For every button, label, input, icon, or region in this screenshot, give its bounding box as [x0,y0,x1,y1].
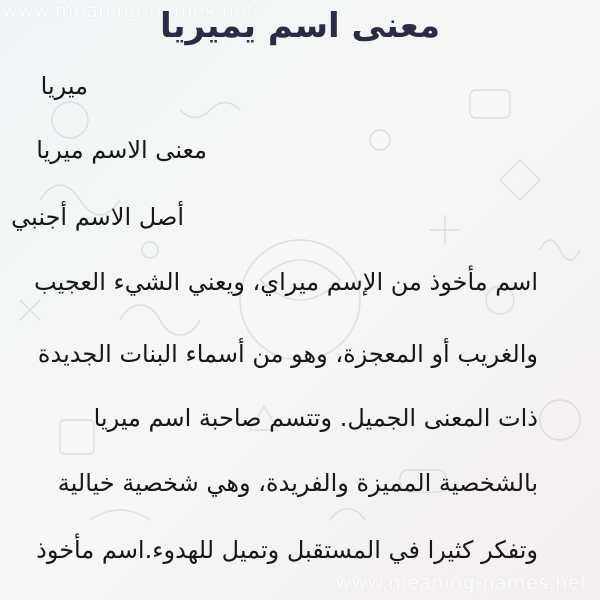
page-title: معنى اسم يميريا [159,6,441,46]
body-line: اسم مأخوذ من الإسم ميراي، ويعني الشيء العجيب [34,268,538,296]
meaning-label: معنى الاسم ميريا [36,136,207,164]
body-line: بالشخصية المميزة والفريدة، وهي شخصية خيالية [57,469,538,497]
name-text: ميريا [40,72,88,100]
origin-label: أصل الاسم أجنبي [11,203,184,231]
body-line: ذات المعنى الجميل. وتتسم صاحبة اسم ميريا [93,404,538,432]
body-line: والغريب أو المعجزة، وهو من أسماء البنات الجديدة [37,340,538,368]
watermark-bottom: www.meaning-names.net [335,572,588,594]
watermark-top: www.meaning-names.net [2,0,255,22]
body-line: وتفكر كثيرا في المستقبل وتميل للهدوء.اسم مأخوذ [36,536,538,564]
